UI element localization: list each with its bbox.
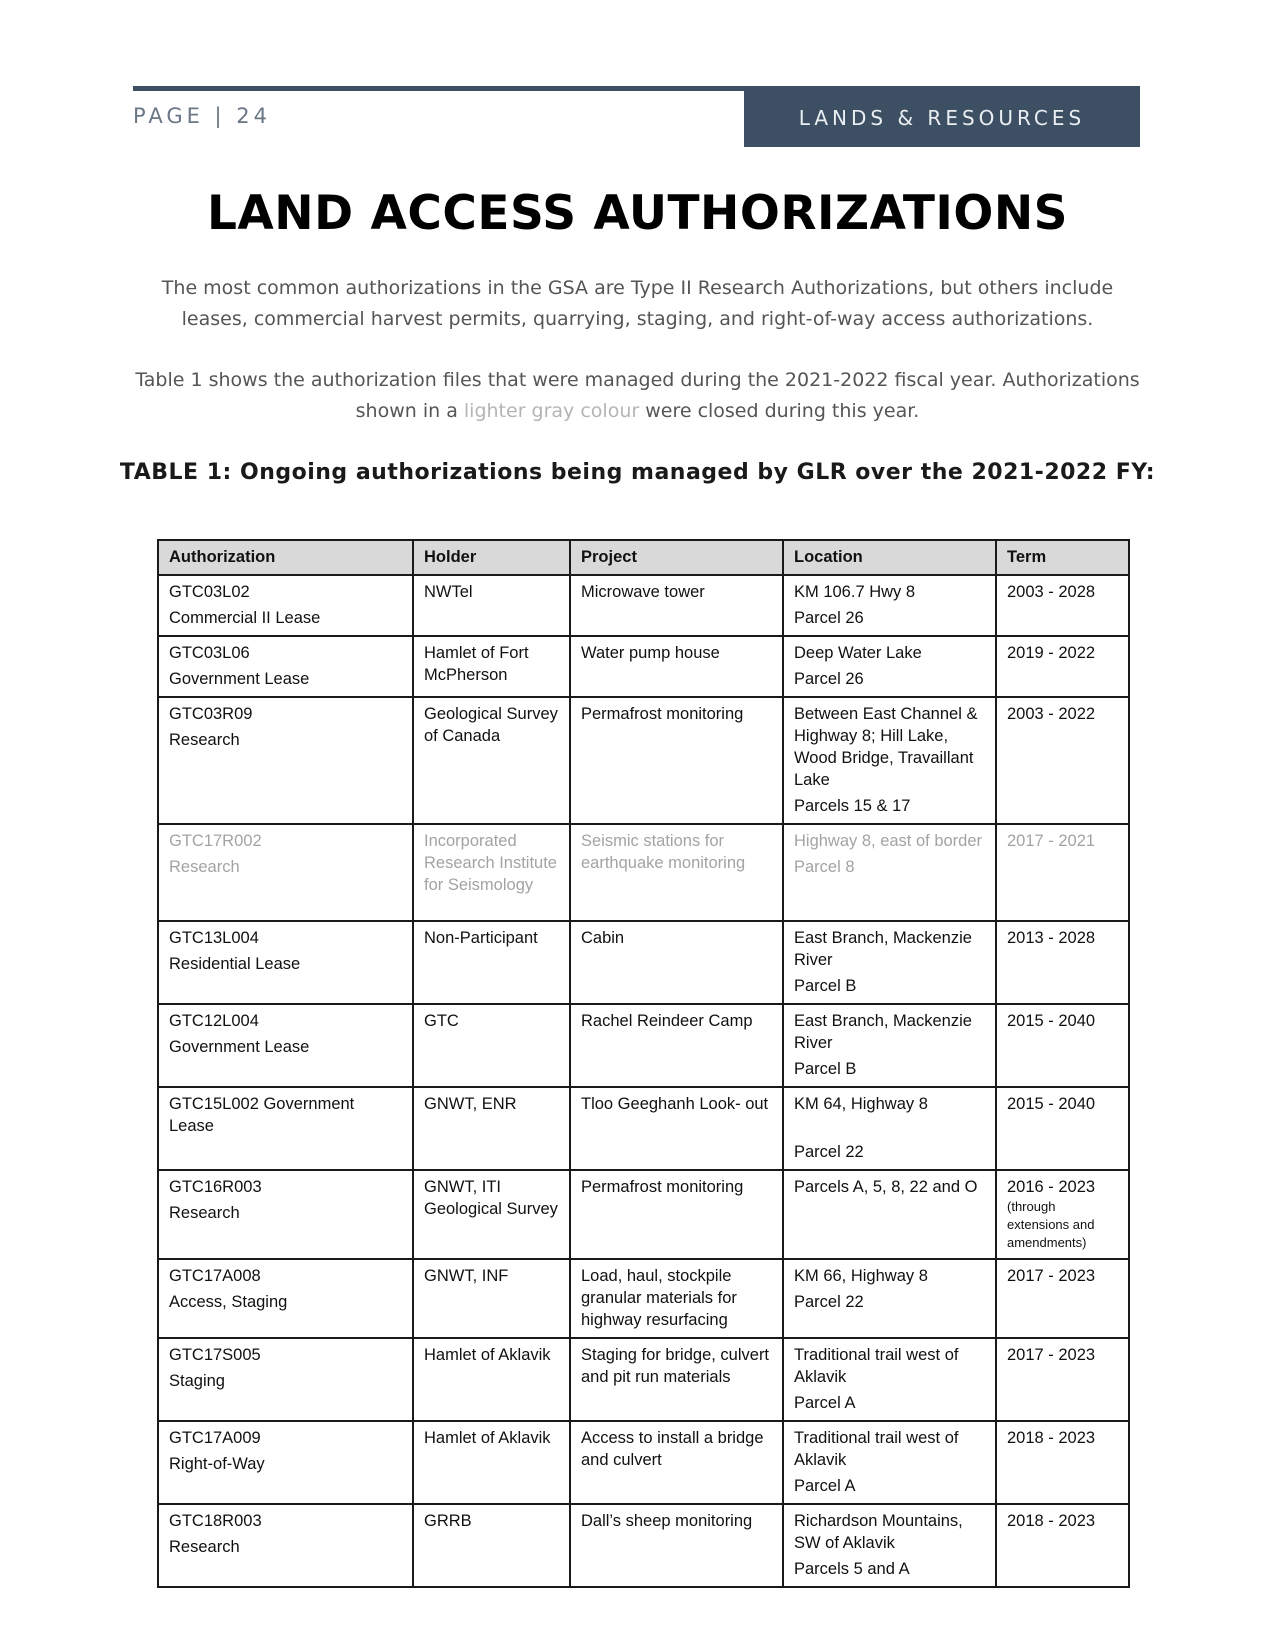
table-row [158,1338,1129,1421]
auth-type: Government Lease [169,1038,310,1056]
holder-cell: GNWT, INF [413,1259,570,1338]
parcel-text: Parcel 22 [794,1143,864,1161]
auth-type: Staging [169,1372,225,1390]
term-cell: 2017 - 2023 [996,1338,1129,1421]
auth-type: Commercial II Lease [169,609,321,627]
holder-cell: NWTel [413,575,570,636]
location-text: Deep Water Lake [794,644,922,662]
term-cell: 2015 - 2040 [996,1087,1129,1170]
term-cell: 2003 - 2022 [996,697,1129,824]
parcel-text: Parcel 26 [794,670,864,688]
location-text: Traditional trail west of Aklavik [794,1346,959,1386]
parcel-text: Parcel 26 [794,609,864,627]
project-cell: Rachel Reindeer Camp [570,1004,783,1087]
term-cell: 2018 - 2023 [996,1421,1129,1504]
project-cell: Tloo Geeghanh Look- out [570,1087,783,1170]
table-header-row [158,540,1129,575]
intro-paragraph: The most common authorizations in the GSA are Type II Research Authorizations, but others include leases, commercial harvest permits, quarrying, staging, and right-of-way access authorizations. [161,277,1114,330]
holder-cell: Incorporated Research Institute for Seismology [413,824,570,921]
project-cell: Permafrost monitoring [570,697,783,824]
holder-cell: GTC [413,1004,570,1087]
project-cell: Dall’s sheep monitoring [570,1504,783,1587]
auth-id: GTC17A008 [169,1267,261,1285]
auth-id: GTC15L002 Government Lease [169,1095,355,1135]
auth-id: GTC17S005 [169,1346,261,1364]
term-note: (through extensions and amendments) [1007,1199,1095,1250]
project-cell: Load, haul, stockpile granular materials for highway resurfacing [570,1259,783,1338]
header-authorization: Authorization [158,540,413,575]
parcel-text: Parcel A [794,1477,856,1495]
project-cell: Seismic stations for earthquake monitoring [570,824,783,921]
auth-type: Residential Lease [169,955,301,973]
location-cell: Parcels A, 5, 8, 22 and O [783,1170,996,1259]
note-text-after: were closed during this year. [639,400,920,422]
location-text: East Branch, Mackenzie River [794,1012,972,1052]
auth-type: Government Lease [169,670,310,688]
table-row [158,636,1129,697]
auth-id: GTC12L004 [169,1012,259,1030]
table-row [158,697,1129,824]
table-note-paragraph [130,365,1145,427]
auth-id: GTC18R003 [169,1512,262,1530]
holder-cell: GNWT, ENR [413,1087,570,1170]
location-text: Richardson Mountains, SW of Aklavik [794,1512,963,1552]
holder-cell: Hamlet of Aklavik [413,1421,570,1504]
table-row-closed [158,824,1129,921]
auth-id: GTC03R09 [169,705,253,723]
project-cell: Water pump house [570,636,783,697]
parcel-text: Parcels 5 and A [794,1560,910,1578]
table-caption: TABLE 1: Ongoing authorizations being managed by GLR over the 2021-2022 FY: [119,460,1156,485]
auth-id: GTC03L02 [169,583,250,601]
term-text: 2016 - 2023 [1007,1178,1096,1196]
project-cell: Staging for bridge, culvert and pit run materials [570,1338,783,1421]
holder-cell: GRRB [413,1504,570,1587]
term-cell: 2018 - 2023 [996,1504,1129,1587]
table-row [158,921,1129,1004]
section-label: LANDS & RESOURCES [798,105,1086,130]
auth-type: Research [169,1538,240,1556]
holder-cell: Hamlet of Aklavik [413,1338,570,1421]
location-text: East Branch, Mackenzie River [794,929,972,969]
table-row [158,1004,1129,1087]
table-row [158,575,1129,636]
holder-cell: GNWT, ITI Geological Survey [413,1170,570,1259]
term-cell: 2017 - 2021 [996,824,1129,921]
project-cell: Permafrost monitoring [570,1170,783,1259]
auth-id: GTC17A009 [169,1429,261,1447]
parcel-text: Parcel A [794,1394,856,1412]
term-cell: 2003 - 2028 [996,575,1129,636]
auth-type: Research [169,858,240,876]
auth-id: GTC03L06 [169,644,250,662]
table-row [158,1259,1129,1338]
location-text: Traditional trail west of Aklavik [794,1429,959,1469]
auth-type: Access, Staging [169,1293,288,1311]
note-highlight: lighter gray colour [463,400,640,422]
location-text: KM 66, Highway 8 [794,1267,928,1285]
auth-id: GTC17R002 [169,832,262,850]
location-text: Between East Channel & Highway 8; Hill Lake, Wood Bridge, Travaillant Lake [794,705,978,789]
table-row [158,1504,1129,1587]
parcel-text: Parcels 15 & 17 [794,797,911,815]
project-cell: Microwave tower [570,575,783,636]
page-number: PAGE | 24 [133,104,272,128]
parcel-text: Parcel B [794,977,857,995]
auth-id: GTC16R003 [169,1178,262,1196]
note-text-before: Table 1 shows the authorization files that were managed during the 2021-2022 fiscal year. Authorizations shown in a [135,369,1140,422]
auth-type: Research [169,1204,240,1222]
location-text: KM 106.7 Hwy 8 [794,583,916,601]
section-banner [744,88,1140,147]
location-text: Highway 8, east of border [794,832,983,850]
holder-cell: Geological Survey of Canada [413,697,570,824]
project-cell: Access to install a bridge and culvert [570,1421,783,1504]
auth-type: Research [169,731,240,749]
header-holder: Holder [413,540,570,575]
term-cell: 2013 - 2028 [996,921,1129,1004]
project-cell: Cabin [570,921,783,1004]
auth-type: Right-of-Way [169,1455,265,1473]
header-term: Term [996,540,1129,575]
parcel-text: Parcel 22 [794,1293,864,1311]
term-cell: 2019 - 2022 [996,636,1129,697]
holder-cell: Non-Participant [413,921,570,1004]
page-title: LAND ACCESS AUTHORIZATIONS [206,186,1069,241]
header-project: Project [570,540,783,575]
table-row [158,1421,1129,1504]
parcel-text: Parcel B [794,1060,857,1078]
term-cell: 2015 - 2040 [996,1004,1129,1087]
table-row [158,1170,1129,1259]
auth-id: GTC13L004 [169,929,259,947]
parcel-text: Parcel 8 [794,858,855,876]
holder-cell: Hamlet of Fort McPherson [413,636,570,697]
term-cell: 2017 - 2023 [996,1259,1129,1338]
header-location: Location [783,540,996,575]
location-text: KM 64, Highway 8 [794,1095,928,1113]
authorizations-table [157,539,1130,1588]
table-row [158,1087,1129,1170]
